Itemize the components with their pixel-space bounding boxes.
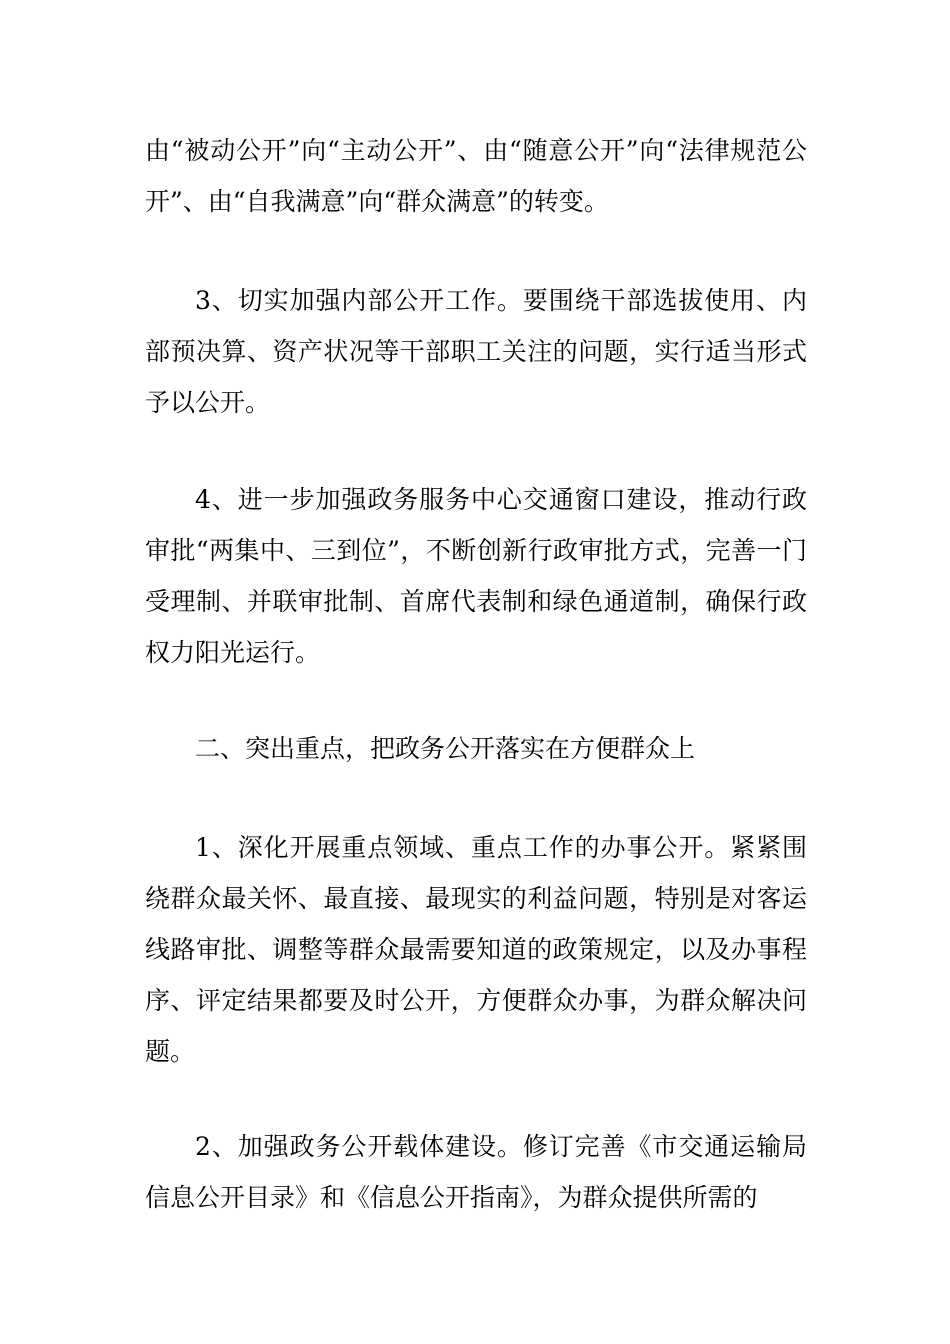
paragraph-key-area-disclosure: 1、深化开展重点领域、重点工作的办事公开。紧紧围绕群众最关怀、最直接、最现实的利益问题，特别是对客运线路审批、调整等群众最需要知道的政策规定，以及办事程序、评定结果都要及时公开，方便群众办事，为群众解决问题。 <box>145 833 807 1066</box>
paragraph-public-transformation: 由“被动公开”向“主动公开”、由“随意公开”向“法律规范公开”、由“自我满意”向“群众满意”的转变。 <box>145 136 807 216</box>
section-heading-highlight-key-points: 二、突出重点，把政务公开落实在方便群众上 <box>195 734 696 763</box>
paragraph-service-center-window: 4、进一步加强政务服务中心交通窗口建设，推动行政审批“两集中、三到位”，不断创新行政审批方式，完善一门受理制、并联审批制、首席代表制和绿色通道制，确保行政权力阳光运行。 <box>145 485 807 667</box>
paragraph-disclosure-carrier: 2、加强政务公开载体建设。修订完善《市交通运输局信息公开目录》和《信息公开指南》，为群众提供所需的 <box>145 1132 807 1212</box>
paragraph-internal-disclosure: 3、切实加强内部公开工作。要围绕干部选拔使用、内部预决算、资产状况等干部职工关注的问题，实行适当形式予以公开。 <box>145 286 807 417</box>
